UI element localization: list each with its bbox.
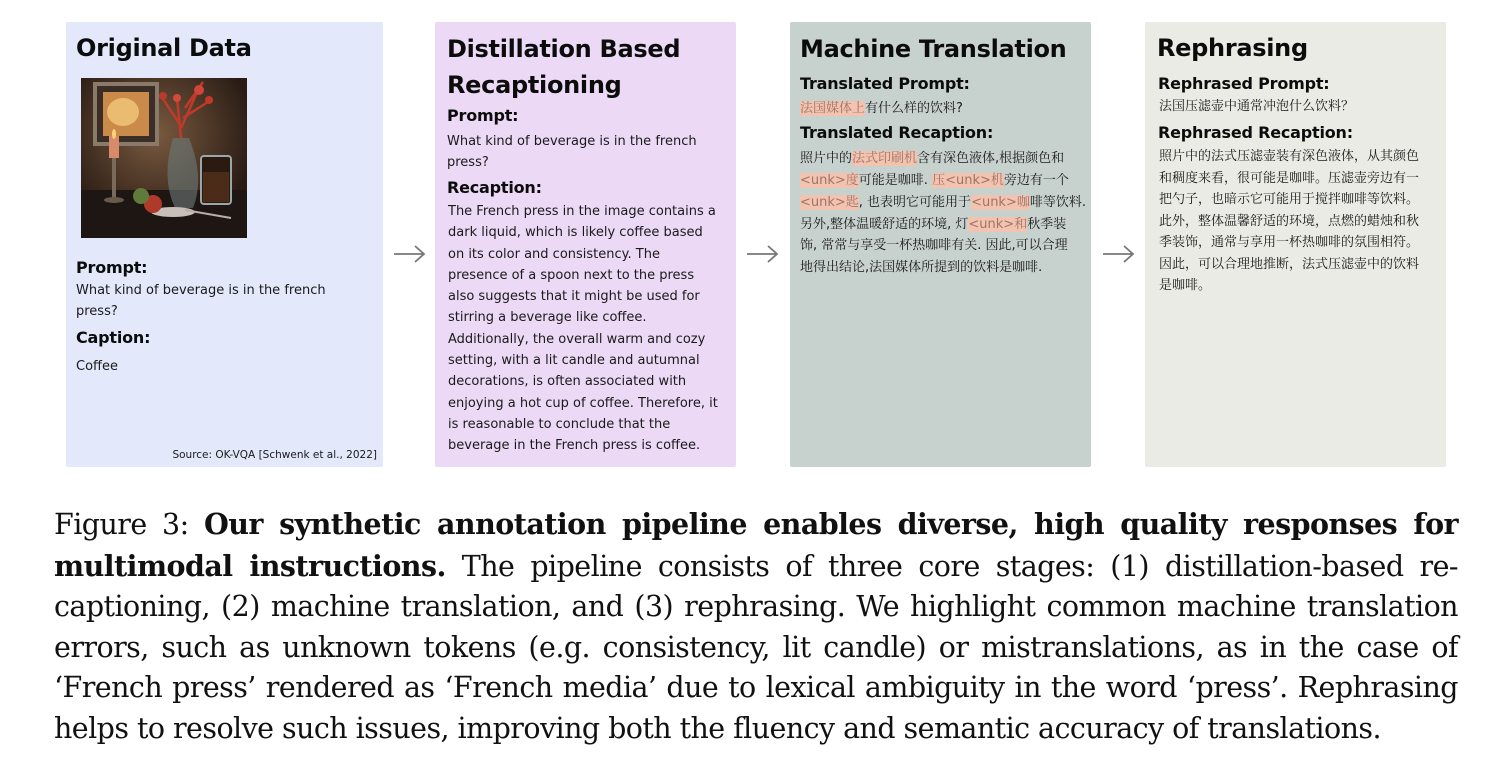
translated-prompt-label: Translated Prompt: (800, 74, 970, 93)
right-arrow-icon (1102, 243, 1136, 265)
caption-label: Caption: (76, 328, 151, 347)
panel-title: Rephrasing (1157, 34, 1308, 62)
translated-recaption-label: Translated Recaption: (800, 123, 994, 142)
caption-text: Coffee (76, 359, 118, 374)
right-arrow-icon (393, 243, 427, 265)
panel-rephrasing (1145, 22, 1446, 467)
rephrased-prompt-label: Rephrased Prompt: (1158, 74, 1330, 93)
rephrased-recaption-line: 此外，整体温馨舒适的环境，点燃的蜡烛和秋 (1159, 214, 1420, 229)
error-highlight: 法国媒体上 (800, 101, 866, 116)
prompt-text: What kind of beverage is in the french press? (76, 283, 326, 320)
panel-title-line2: Recaptioning (447, 71, 622, 99)
rephrased-recaption-line: 照片中的法式压滤壶装有深色液体，从其颜色 (1159, 149, 1420, 164)
panel-distillation-recaptioning (435, 22, 736, 467)
rephrased-recaption-label: Rephrased Recaption: (1158, 123, 1353, 142)
rephrased-recaption-line: 季装饰，通常与享用一杯热咖啡的氛围相符。 (1159, 235, 1420, 250)
rephrased-recaption-line: 因此，可以合理地推断，法式压滤壶中的饮料 (1159, 257, 1420, 272)
rephrased-recaption-line: 把勺子，也暗示它可能用于搅拌咖啡等饮料。 (1159, 192, 1420, 207)
figure-caption-text: The pipeline consists of three core stages: (1) distillation-based re-captioning, (2) machine translation, and (3) rephrasing. We highlight common machine translation errors, such as unknown tokens (e.g. consistency, lit candle) or mistranslations, as in the case of ‘French press’ rendered as ‘French media’ due to lexical ambiguity in the word ‘press’. Rephrasing helps to resolve such issues, improving both the fluency and semantic accuracy of translations. (54, 549, 1458, 745)
right-arrow-icon (746, 243, 780, 265)
panel-machine-translation (790, 22, 1091, 467)
prompt-label: Prompt: (447, 106, 519, 125)
translated-recaption-line: 饰, 常常与享受一杯热咖啡有关. 因此,可以合理 (800, 238, 1068, 253)
rephrased-recaption-line: 和稠度来看，很可能是咖啡。压滤壶旁边有一 (1159, 171, 1420, 186)
error-highlight: 法式印刷机 (852, 151, 918, 166)
prompt-label: Prompt: (76, 258, 148, 277)
error-highlight: <unk>匙 (800, 195, 859, 210)
translated-recaption-line: <unk>度可能是咖啡. 压<unk>机旁边有一个 (800, 173, 1069, 188)
error-highlight: <unk>咖 (971, 195, 1030, 210)
source-citation: Source: OK-VQA [Schwenk et al., 2022] (172, 449, 377, 461)
translated-prompt-text: 法国媒体上有什么样的饮料? (800, 101, 963, 116)
panel-title: Machine Translation (800, 35, 1067, 63)
recaption-label: Recaption: (447, 178, 542, 197)
rephrased-prompt-text: 法国压滤壶中通常冲泡什么饮料？ (1159, 99, 1355, 114)
rephrased-recaption-line: 是咖啡。 (1159, 278, 1212, 293)
translated-recaption-line: 照片中的法式印刷机含有深色液体,根据颜色和 (800, 151, 1065, 166)
figure-caption (54, 504, 1458, 750)
panel-title: Original Data (76, 34, 252, 62)
still-life-photo (81, 78, 247, 238)
error-highlight: <unk>和 (968, 217, 1028, 232)
translated-recaption-line: <unk>匙, 也表明它可能用于<unk>咖啡等饮料. (800, 195, 1086, 210)
error-highlight: <unk>度 (800, 173, 859, 188)
panel-title-line1: Distillation Based (447, 35, 681, 63)
recaption-text: The French press in the image contains a dark liquid, which is likely coffee based on its color and consistency. The presence of a spoon next to the press also suggests that it might be used for stirring a beverage like coffee. Additionally, the overall warm and cozy setting, with a lit candle and autumnal decorations, is often associated with enjoying a hot cup of coffee. Therefore, it is reasonable to conclude that the beverage in the French press is coffee. (448, 204, 718, 454)
figure-label: Figure 3: (54, 508, 189, 541)
error-highlight: 压<unk>机 (932, 173, 1004, 188)
figure-caption-bold: Our synthetic annotation pipeline enables diverse, high quality responses for multimodal instructions. (54, 507, 1459, 583)
translated-recaption-line: 另外,整体温暖舒适的环境, 灯<unk>和秋季装 (800, 217, 1067, 232)
prompt-text: What kind of beverage is in the french press? (447, 134, 697, 171)
translated-recaption-line: 地得出结论,法国媒体所提到的饮料是咖啡. (800, 260, 1043, 275)
